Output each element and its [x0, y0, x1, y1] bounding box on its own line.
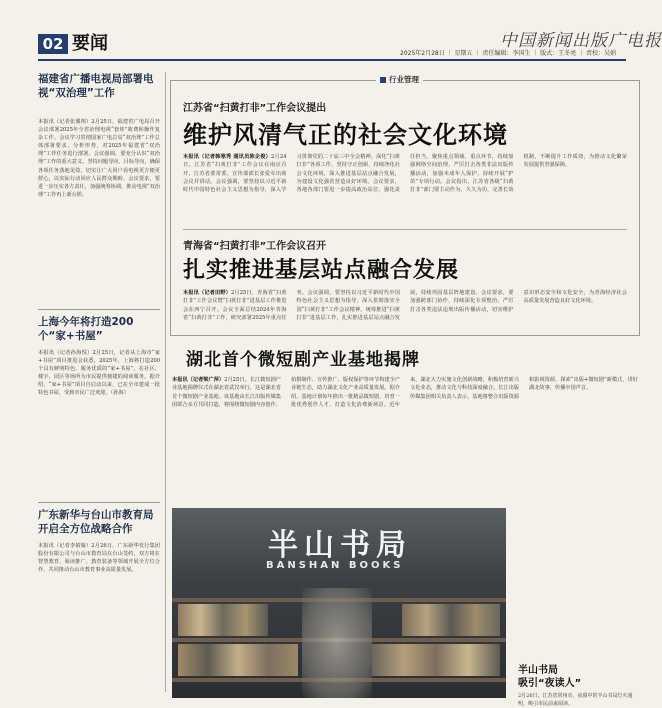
- industry-management-box: [170, 75, 640, 336]
- headline: 维护风清气正的社会文化环境: [183, 121, 508, 149]
- kicker: 江苏省“扫黄打非”工作会议提出: [183, 103, 327, 114]
- story-columns: [183, 153, 627, 249]
- section-title: 要闻: [72, 33, 108, 54]
- headline: 湖北首个微短剧产业基地揭牌: [186, 350, 420, 370]
- photo-caption-title: 半山书局 吸引“夜读人”: [518, 665, 582, 689]
- date-line: 2025年2月28日 ｜ 星期五 ｜ 责任编辑：李国生 ｜ 版式：王冬亮 ｜ 责校：吴娟: [400, 50, 616, 57]
- divider: [183, 229, 627, 230]
- bookshelf-block: [372, 644, 500, 676]
- story-text: [172, 376, 638, 502]
- masthead-rule: [38, 59, 626, 61]
- story-body: 本报讯（记者张翼翔）2月25日，福建省广电局召开会议部署2025年全省治理电视“套娃”收费和操作复杂工作。会议学习贯彻国家广电总局“双治理”工作总体部署要求，分析形势，对2025年福建省“双治理”工作任务进行部署。会议强调，要充分认识“双治理”工作的重大意义，坚持问题导向、目标导向，确保各项任务落地见效，切实让广大用户看电视更方便更舒心，以实际行动回应人民群众期盼。会议要求，要进一步压实各方责任，加强统筹协调，推动电视“双治理”工作再上新台阶。: [38, 119, 160, 198]
- masthead: [0, 26, 662, 58]
- byline: 本报讯（记者韩寒秀 通讯员陈企俊）: [183, 154, 272, 160]
- newspaper-logo: 中国新闻出版广电报: [500, 31, 662, 51]
- bookshelf-block: [178, 644, 298, 676]
- story-headline: 上海今年将打造200个“家+书屋”: [38, 316, 134, 342]
- bookshelf-block: [178, 604, 268, 636]
- column-divider: [165, 72, 166, 692]
- bookshelf-block: [402, 604, 500, 636]
- kicker: 青海省“扫黄打非”工作会议召开: [183, 241, 327, 252]
- story-headline: 福建省广播电视局部署电视“双治理”工作: [38, 73, 154, 99]
- story-text: [183, 289, 627, 333]
- left-column: [38, 72, 160, 692]
- store-sign: 半山书局: [268, 528, 412, 563]
- page-number: 02: [38, 34, 68, 54]
- story-body: 2月24日，江苏省“扫黄打非”工作会议在南京召开，江苏省委常委、宣传部部长张爱军出席会议并讲话。会议强调，要坚持以习近平新时代中国特色社会主义思想为指导，深入学习贯彻党的二十届三中全会精神，深化“扫黄打非”各项工作，坚持守正创新，持续净化社会文化环境，深入推进基层站点融合发展，为建设文化强省营造良好环境。会议要求，各地各部门要进一步提高政治站位，强化责任担当，聚焦重点领域、重点环节，持续加强网络空间治理，严厉打击各类非法出版传播活动，加强未成年人保护，持续开展“护苗”专项行动。会议指出，江苏省各级“扫黄打非”部门要主动作为、久久为功，完善长效机制，不断提升工作质效，为推动文化繁荣发展提供坚强保障。: [183, 154, 627, 194]
- bookstore-photo: [172, 508, 506, 698]
- story-body: 2月25日，青海省“扫黄打非”工作会议暨“扫黄打非”进基层工作推进会在西宁召开。会议全面总结2024年青海省“扫黄打非”工作，研究部署2025年重点任务。会议强调，要坚持以习近平新时代中国特色社会主义思想为指导，深入贯彻落实全国“扫黄打非”工作会议精神，统筹推进“扫黄打非”进基层工作，扎实推进基层站点融合发展，持续巩固基层阵地建设。会议要求，要加强跨部门协作，持续深化专项整治，严厉打击各类违法违规出版传播活动，切实维护意识形态安全和文化安全，为青海经济社会高质量发展营造良好文化环境。: [183, 290, 627, 321]
- divider: [38, 502, 160, 503]
- story-body: 本报讯（记者孙海悦）2月25日，记者从上海市“家+书屋”项目推进会获悉，2025年，上海将打造200个具有鲜明特色、服务优质的“家+书屋”，在社区、楼宇、园区等场所为市民提供便捷的阅读服务。据介绍，“家+书屋”项目自启动以来，已在全市建成一批特色书屋，受到市民广泛欢迎。（孙海）: [38, 350, 160, 397]
- byline: 本报讯（记者田野）: [183, 290, 231, 296]
- byline: 本报讯（记者梁广萍）: [172, 377, 225, 383]
- photo-caption-body: 2月26日，江苏省常州市，夜幕中的半山书局灯火通明，吸引市民前来阅读。: [518, 693, 633, 707]
- section-tag: 行业管理: [376, 74, 423, 85]
- story-body: 2月25日，长江微短剧产业基地揭牌仪式在湖北省武汉举行，这是湖北省首个微短剧产业基地。该基地由长江出版传媒集团联合多方共同打造，将围绕微短剧内容创作、拍摄制作、宣传推广、版权保护等环节构建全产业链生态，助力湖北文化产业高质量发展。据介绍，基地计划每年推出一批精品微短剧，培育一批优秀创作人才，打造文化消费新场景。近年来，湖北大力实施文化创新战略，积极培育新兴文化业态，推动文化与科技深度融合。长江出版传媒集团相关负责人表示，基地将整合出版资源和影视资源，探索“出版+微短剧”新模式，讲好湖北故事，传播中国声音。: [172, 377, 638, 408]
- story-headline: 广东新华与台山市教育局开启全方位战略合作: [38, 509, 154, 535]
- story-body: 本报讯（记者李婧璇）2月26日，广东新华发行集团股份有限公司与台山市教育局在台山签约，双方将在智慧教育、阅读推广、教育装备等领域开展全方位合作，共同推动台山市教育事业高质量发展。: [38, 543, 160, 574]
- story-text: [183, 153, 627, 249]
- story-columns: [183, 289, 627, 333]
- story-columns: [172, 376, 638, 502]
- divider: [38, 309, 160, 310]
- store-sign-subtitle: BANSHAN BOOKS: [266, 560, 404, 571]
- light-glow: [302, 588, 372, 698]
- headline: 扎实推进基层站点融合发展: [183, 258, 460, 283]
